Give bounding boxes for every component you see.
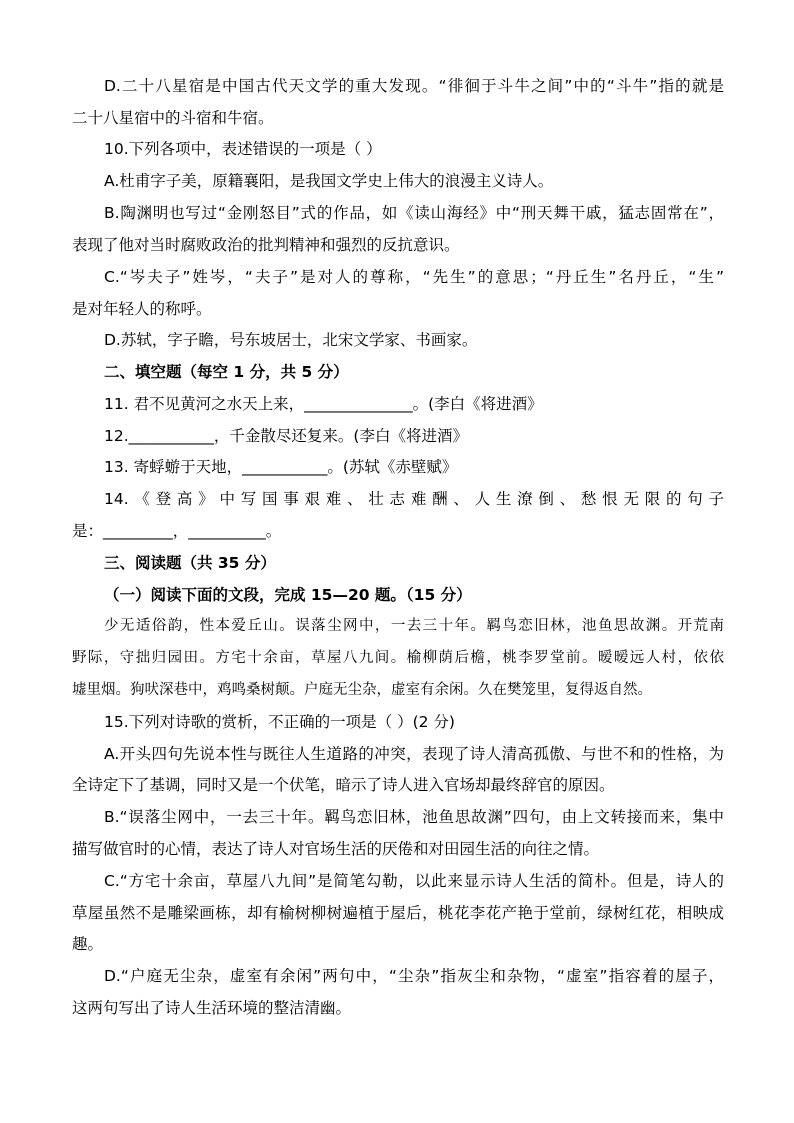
option-d-line-2: 二十八星宿中的斗宿和牛宿。 <box>72 109 274 127</box>
poem-line-2: 野际，守拙归园田。方宅十余亩，草屋八九间。榆柳荫后檐，桃李罗堂前。暧暧远人村，依依 <box>72 650 724 666</box>
q15-option-a-line-1: A.开头四句先说本性与既往人生道路的冲突，表现了诗人清高孤傲、与世不和的性格，为 <box>104 745 724 763</box>
subsection-heading-1: （一）阅读下面的文段，完成 15—20 题。（15 分） <box>104 586 472 604</box>
poem-line-3: 墟里烟。狗吠深巷中，鸡鸣桑树颠。户庭无尘杂，虚室有余闲。久在樊笼里，复得返自然。 <box>72 682 652 698</box>
q15-option-a-line-2: 全诗定下了基调，同时又是一个伏笔，暗示了诗人进入官场却最终辞官的原因。 <box>72 776 615 794</box>
question-13: 13. 寄蜉蝣于天地，___________。(苏轼《赤壁赋》 <box>104 458 458 476</box>
section-heading-fill-in: 二、填空题（每空 1 分，共 5 分） <box>104 363 349 381</box>
q15-option-d-line-2: 这两句写出了诗人生活环境的整洁清幽。 <box>72 999 352 1017</box>
question-11: 11. 君不见黄河之水天上来，______________。(李白《将进酒》 <box>104 395 543 413</box>
q15-option-d-line-1: D.“户庭无尘杂，虚室有余闲”两句中，“尘杂”指灰尘和杂物，“虚室”指容着的屋子， <box>104 967 724 985</box>
section-heading-reading: 三、阅读题（共 35 分） <box>104 554 276 572</box>
option-d-line-1: D.二十八星宿是中国古代天文学的重大发现。“徘徊于斗牛之间”中的“斗牛”指的就是 <box>104 77 724 95</box>
q10-option-c-line-2: 是对年轻人的称呼。 <box>72 300 212 318</box>
poem-line-1: 少无适俗韵，性本爱丘山。误落尘网中，一去三十年。羁鸟恋旧林，池鱼思故渊。开荒南 <box>104 618 724 634</box>
question-14-line-1: 14.《登高》中写国事艰难、壮志难酬、人生潦倒、愁恨无限的句子 <box>104 490 724 508</box>
question-10: 10.下列各项中，表述错误的一项是（ ） <box>104 140 382 158</box>
q10-option-b-line-1: B.陶渊明也写过“金刚怒目”式的作品，如《读山海经》中“刑天舞干戚，猛志固常在”， <box>104 204 724 222</box>
q10-option-a: A.杜甫字子美，原籍襄阳，是我国文学史上伟大的浪漫主义诗人。 <box>104 172 554 190</box>
question-15: 15.下列对诗歌的赏析，不正确的一项是（ ）(2 分) <box>104 713 455 731</box>
q10-option-b-line-2: 表现了他对当时腐败政治的批判精神和强烈的反抗意识。 <box>72 236 460 254</box>
q10-option-c-line-1: C.“岑夫子”姓岑，“夫子”是对人的尊称，“先生”的意思；“丹丘生”名丹丘，“生” <box>104 268 724 286</box>
q15-option-b-line-2: 描写做官时的心情，表达了诗人对官场生活的厌倦和对田园生活的向往之情。 <box>72 840 600 858</box>
q15-option-c-line-3: 趣。 <box>72 935 104 953</box>
question-14-line-2: 是：_________，__________。 <box>72 522 282 540</box>
q15-option-c-line-2: 草屋虽然不是雕梁画栋，却有榆树柳树遍植于屋后，桃花李花产艳于堂前，绿树红花，相映成 <box>72 904 724 922</box>
q15-option-c-line-1: C.“方宅十余亩，草屋八九间”是简笔勾勒，以此来显示诗人生活的简朴。但是，诗人的 <box>104 872 724 890</box>
question-12: 12.___________，千金散尽还复来。(李白《将进酒》 <box>104 427 468 445</box>
q10-option-d: D.苏轼，字子瞻，号东坡居士，北宋文学家、书画家。 <box>104 331 478 349</box>
q15-option-b-line-1: B.“误落尘网中，一去三十年。羁鸟恋旧林，池鱼思故渊”四句，由上文转接而来，集中 <box>104 808 724 826</box>
